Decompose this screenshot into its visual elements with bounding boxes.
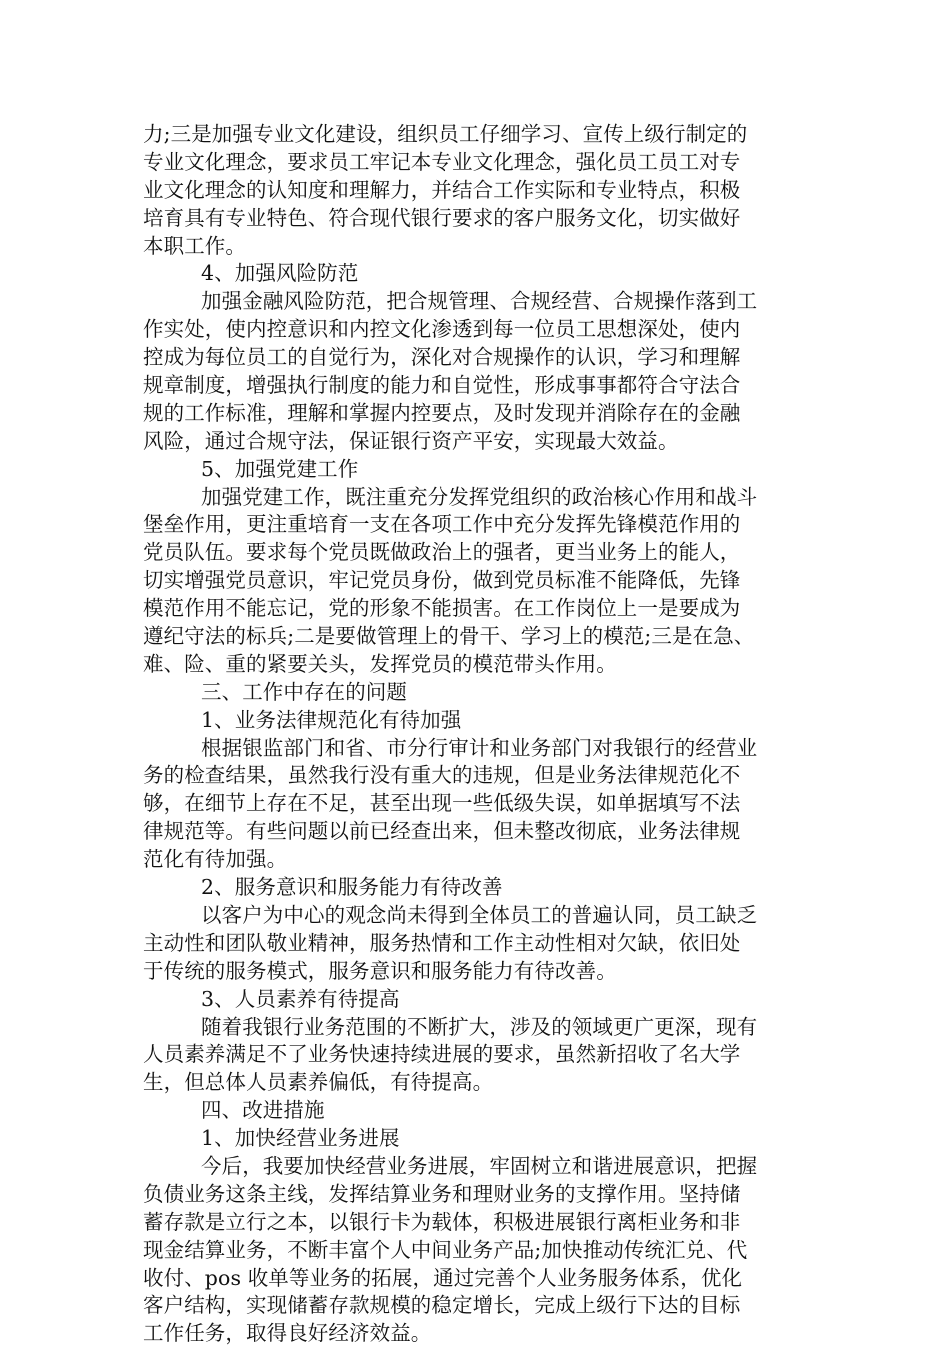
text-line: 难、险、重的紧要关头，发挥党员的模范带头作用。: [143, 651, 617, 676]
text-line: 加强金融风险防范，把合规管理、合规经营、合规操作落到工: [201, 289, 758, 314]
text-line: 模范作用不能忘记，党的形象不能损害。在工作岗位上一是要成为: [143, 596, 741, 621]
text-line: 风险，通过合规守法，保证银行资产平安，实现最大效益。: [143, 428, 679, 453]
text-line: 3、人员素养有待提高: [201, 986, 400, 1011]
text-line: 遵纪守法的标兵;二是要做管理上的骨干、学习上的模范;三是在急、: [143, 624, 755, 649]
text-line: 随着我银行业务范围的不断扩大，涉及的领域更广更深，现有: [201, 1014, 758, 1039]
text-line: 四、改进措施: [201, 1098, 325, 1123]
text-line: 1、业务法律规范化有待加强: [201, 707, 462, 732]
text-line: 律规范等。有些问题以前已经查出来，但未整改彻底，业务法律规: [143, 819, 741, 844]
text-line: 业文化理念的认知度和理解力，并结合工作实际和专业特点，积极: [143, 177, 741, 202]
text-line: 务的检查结果，虽然我行没有重大的违规，但是业务法律规范化不: [143, 763, 741, 788]
text-line: 蓄存款是立行之本，以银行卡为载体，积极进展银行离柜业务和非: [143, 1209, 741, 1234]
text-line: 本职工作。: [143, 233, 246, 258]
text-line: 够，在细节上存在不足，甚至出现一些低级失误，如单据填写不法: [143, 791, 741, 816]
text-line: 根据银监部门和省、市分行审计和业务部门对我银行的经营业: [201, 735, 758, 760]
text-line: 专业文化理念，要求员工牢记本专业文化理念，强化员工员工对专: [143, 149, 741, 174]
text-line: 人员素养满足不了业务快速持续进展的要求，虽然新招收了名大学: [143, 1042, 741, 1067]
text-line: 于传统的服务模式，服务意识和服务能力有待改善。: [143, 958, 617, 983]
text-line: 5、加强党建工作: [201, 456, 359, 481]
text-line: 党员队伍。要求每个党员既做政治上的强者，更当业务上的能人，: [143, 540, 741, 565]
text-line: 堡垒作用，更注重培育一支在各项工作中充分发挥先锋模范作用的: [143, 512, 741, 537]
text-line: 负债业务这条主线，发挥结算业务和理财业务的支撑作用。坚持储: [143, 1181, 741, 1206]
text-line: 规章制度，增强执行制度的能力和自觉性，形成事事都符合守法合: [143, 373, 741, 398]
text-line: 收付、pos 收单等业务的拓展，通过完善个人业务服务体系，优化: [143, 1265, 743, 1290]
text-line: 规的工作标准，理解和掌握内控要点，及时发现并消除存在的金融: [143, 400, 741, 425]
text-line: 以客户为中心的观念尚未得到全体员工的普遍认同，员工缺乏: [201, 902, 758, 927]
text-line: 三、工作中存在的问题: [201, 679, 407, 704]
text-line: 客户结构，实现储蓄存款规模的稳定增长，完成上级行下达的目标: [143, 1293, 741, 1318]
text-line: 主动性和团队敬业精神，服务热情和工作主动性相对欠缺，依旧处: [143, 930, 741, 955]
text-line: 1、加快经营业务进展: [201, 1126, 400, 1151]
text-line: 作实处，使内控意识和内控文化渗透到每一位员工思想深处，使内: [143, 317, 741, 342]
text-line: 2、服务意识和服务能力有待改善: [201, 875, 503, 900]
text-line: 力;三是加强专业文化建设，组织员工仔细学习、宣传上级行制定的: [143, 122, 748, 146]
text-line: 范化有待加强。: [143, 847, 288, 872]
text-line: 4、加强风险防范: [201, 261, 359, 286]
document-body: [143, 121, 823, 1348]
text-line: 工作任务，取得良好经济效益。: [143, 1321, 432, 1346]
text-line: 切实增强党员意识，牢记党员身份，做到党员标准不能降低，先锋: [143, 568, 741, 593]
text-line: 现金结算业务，不断丰富个人中间业务产品;加快推动传统汇兑、代: [143, 1237, 748, 1262]
text-line: 控成为每位员工的自觉行为，深化对合规操作的认识，学习和理解: [143, 345, 741, 370]
text-line: 培育具有专业特色、符合现代银行要求的客户服务文化，切实做好: [143, 205, 741, 230]
text-line: 生，但总体人员素养偏低，有待提高。: [143, 1070, 494, 1095]
text-line: 今后，我要加快经营业务进展，牢固树立和谐进展意识，把握: [201, 1153, 758, 1178]
text-line: 加强党建工作，既注重充分发挥党组织的政治核心作用和战斗: [201, 484, 758, 509]
